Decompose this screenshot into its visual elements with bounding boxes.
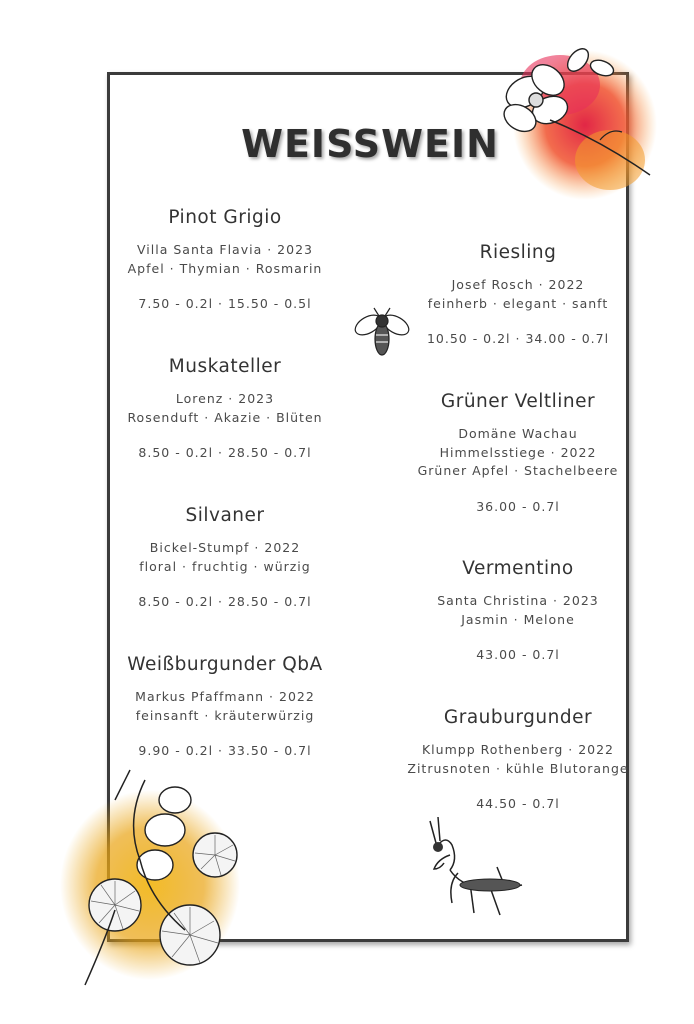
wine-price: 36.00 - 0.7l: [476, 498, 560, 514]
wine-detail: Klumpp Rothenberg · 2022: [421, 742, 615, 757]
wine-grauburgunder: [383, 707, 653, 811]
wine-detail: Zitrusnoten · kühle Blutorange: [407, 760, 629, 776]
wine-detail: feinsanft · kräuterwürzig: [135, 707, 315, 723]
wine-gruener-veltliner: [383, 391, 653, 514]
wine-price: 9.90 - 0.2l · 33.50 - 0.7l: [138, 743, 312, 758]
wine-name: Vermentino: [462, 558, 574, 579]
wine-price: 10.50 - 0.2l · 34.00 - 0.7l: [426, 331, 610, 346]
wine-detail: Santa Christina · 2023: [437, 593, 599, 608]
flower-splash-bottom-left-icon: [55, 760, 265, 990]
wine-pinot-grigio: [90, 207, 360, 311]
wine-name: Weißburgunder QbA: [127, 654, 323, 675]
wine-muskateller: [90, 356, 360, 460]
wine-detail: Lorenz · 2023: [175, 391, 275, 406]
wine-detail: Himmelsstiege · 2022: [439, 444, 597, 460]
wine-detail: floral · fruchtig · würzig: [139, 558, 311, 574]
wine-detail: Domäne Wachau: [458, 426, 578, 441]
wine-detail: Jasmin · Melone: [461, 611, 575, 627]
wine-price: 7.50 - 0.2l · 15.50 - 0.5l: [138, 296, 312, 311]
wine-detail: feinherb · elegant · sanft: [427, 295, 609, 311]
wine-price: 8.50 - 0.2l · 28.50 - 0.7l: [138, 594, 312, 609]
page-title: WEISSWEIN: [241, 122, 499, 166]
flower-splash-top-right-icon: [490, 30, 660, 210]
wine-price: 43.00 - 0.7l: [476, 647, 560, 662]
wine-price: 44.50 - 0.7l: [476, 796, 560, 811]
wine-price: 8.50 - 0.2l · 28.50 - 0.7l: [138, 445, 312, 460]
wine-detail: Markus Pfaffmann · 2022: [135, 689, 315, 704]
wine-detail: Apfel · Thymian · Rosmarin: [127, 260, 323, 276]
wine-name: Grauburgunder: [443, 707, 593, 728]
wine-silvaner: [90, 505, 360, 609]
wine-name: Silvaner: [185, 505, 265, 526]
wine-name: Pinot Grigio: [168, 207, 282, 228]
wine-detail: Rosenduft · Akazie · Blüten: [127, 409, 323, 425]
wine-vermentino: [383, 558, 653, 662]
wine-name: Grüner Veltliner: [440, 391, 596, 412]
wine-riesling: [383, 242, 653, 346]
wine-name: Muskateller: [168, 356, 282, 377]
wine-detail: Grüner Apfel · Stachelbeere: [417, 463, 619, 478]
wine-detail: Josef Rosch · 2022: [451, 277, 585, 292]
mantis-icon: [420, 815, 530, 920]
wine-weissburgunder: [90, 654, 360, 758]
wine-detail: Bickel-Stumpf · 2022: [149, 540, 301, 555]
wine-detail: Villa Santa Flavia · 2023: [137, 242, 313, 257]
wine-name: Riesling: [479, 242, 557, 263]
